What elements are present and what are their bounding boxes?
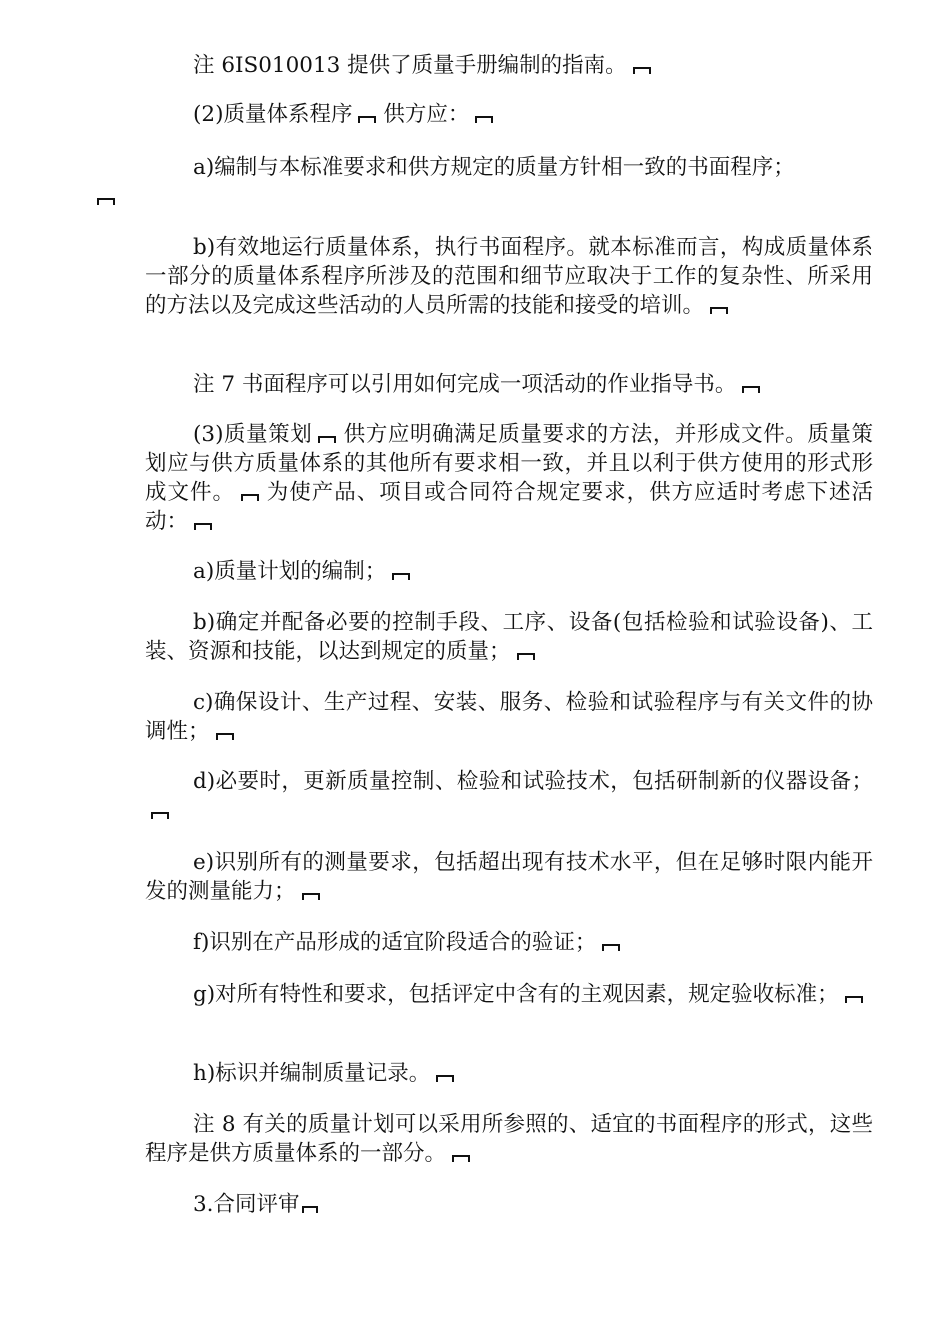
paragraph-plan-e <box>145 848 873 906</box>
paragraph-mark-icon <box>633 67 651 74</box>
paragraph-text: g)对所有特性和要求，包括评定中含有的主观因素，规定验收标准； <box>193 982 839 1007</box>
paragraph-mark-icon <box>392 573 410 580</box>
paragraph-mark-icon <box>452 1155 470 1162</box>
paragraph-plan-a <box>145 557 873 586</box>
paragraph-mark-icon <box>845 996 863 1003</box>
paragraph-mark-icon <box>302 1206 318 1213</box>
paragraph-mark-icon <box>358 116 376 123</box>
paragraph-mark-icon <box>475 116 493 123</box>
paragraph-quality-planning <box>145 420 873 536</box>
paragraph-note-6 <box>145 51 873 80</box>
paragraph-mark-icon <box>742 386 760 393</box>
paragraph-text: b)有效地运行质量体系，执行书面程序。就本标准而言，构成质量体系一部分的质量体系程序所涉及的范围和细节应取决于工作的复杂性、所采用的方法以及完成这些活动的人员所需的技能和接受的培训。 <box>145 235 873 318</box>
section-heading-contract-review <box>145 1190 873 1219</box>
paragraph-item-a <box>145 153 873 211</box>
paragraph-mark-icon <box>241 494 259 501</box>
paragraph-mark-icon <box>302 893 320 900</box>
paragraph-note-7 <box>145 370 873 399</box>
paragraph-mark-icon <box>97 198 115 205</box>
paragraph-mark-icon <box>151 812 169 819</box>
paragraph-mark-icon <box>517 653 535 660</box>
paragraph-heading: (3)质量策划 <box>193 422 313 447</box>
paragraph-item-b <box>145 233 873 320</box>
paragraph-note-8 <box>145 1110 873 1168</box>
paragraph-mark-icon <box>194 523 212 530</box>
paragraph-text: h)标识并编制质量记录。 <box>193 1061 431 1086</box>
paragraph-text: 供方应： <box>383 102 470 127</box>
paragraph-mark-icon <box>436 1075 454 1082</box>
paragraph-plan-h <box>145 1059 873 1088</box>
paragraph-text: a)质量计划的编制； <box>193 559 387 584</box>
paragraph-plan-g <box>145 980 873 1009</box>
document-page <box>145 0 873 1344</box>
paragraph-mark-icon <box>602 944 620 951</box>
paragraph-text: d)必要时，更新质量控制、检验和试验技术，包括研制新的仪器设备； <box>193 769 873 794</box>
paragraph-plan-c <box>145 688 873 746</box>
paragraph-mark-icon <box>216 733 234 740</box>
paragraph-plan-b <box>145 608 873 666</box>
paragraph-mark-icon <box>318 436 336 443</box>
paragraph-plan-d <box>145 767 873 825</box>
paragraph-text: 注 6IS010013 提供了质量手册编制的指南。 <box>193 53 627 78</box>
paragraph-text: 为使产品、项目或合同符合规定要求，供方应适时考虑下述活动： <box>145 480 873 534</box>
paragraph-mark-icon <box>710 307 728 314</box>
paragraph-plan-f <box>145 928 873 957</box>
paragraph-text: e)识别所有的测量要求，包括超出现有技术水平，但在足够时限内能开发的测量能力； <box>145 850 873 904</box>
paragraph-text: b)确定并配备必要的控制手段、工序、设备(包括检验和试验设备)、工装、资源和技能，以达到规定的质量； <box>145 610 873 664</box>
paragraph-heading: (2)质量体系程序 <box>193 102 353 127</box>
section-heading-text: 3.合同评审 <box>193 1192 300 1217</box>
paragraph-text: c)确保设计、生产过程、安装、服务、检验和试验程序与有关文件的协调性； <box>145 690 873 744</box>
paragraph-text: f)识别在产品形成的适宜阶段适合的验证； <box>193 930 597 955</box>
paragraph-text: 注 7 书面程序可以引用如何完成一项活动的作业指导书。 <box>193 372 737 397</box>
paragraph-text: a)编制与本标准要求和供方规定的质量方针相一致的书面程序； <box>193 155 795 180</box>
paragraph-text: 供方应明确满足质量要求的方法，并形成文件。质量策划应与供方质量体系的其他所有要求相一致，并且以利于供方使用的形式形成文件。 <box>145 422 873 505</box>
paragraph-text: 注 8 有关的质量计划可以采用所参照的、适宜的书面程序的形式，这些程序是供方质量体系的一部分。 <box>145 1112 873 1166</box>
paragraph-quality-system-procedure <box>145 100 873 129</box>
